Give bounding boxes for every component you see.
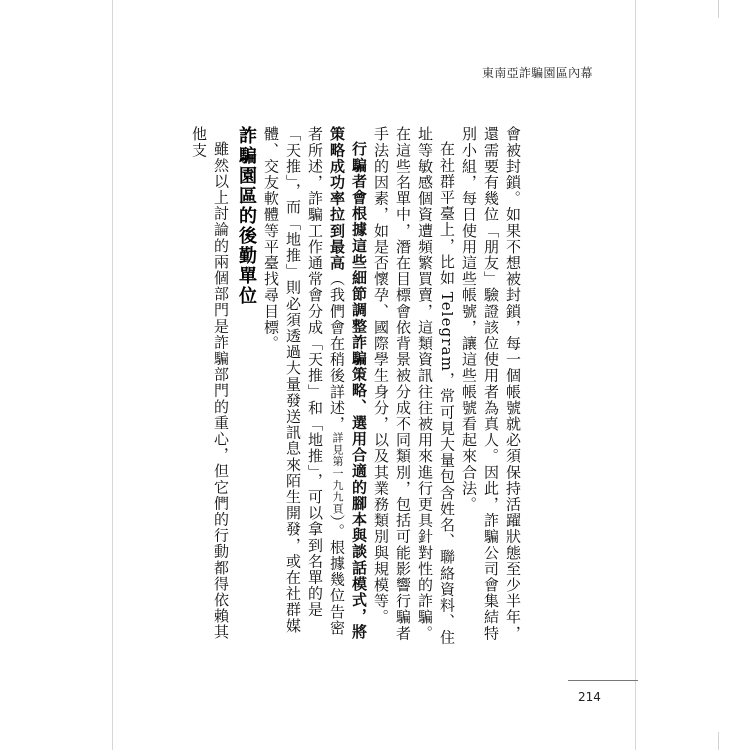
paragraph-3 xyxy=(260,126,370,646)
paragraph-3-bold: 行騙者會根據這些細節調整詐騙策略、選用合適的腳本與談話模式，將策略成功率拉到最高 xyxy=(328,126,368,641)
body-vertical-text xyxy=(188,126,524,646)
section-title: 詐騙園區的後勤單位 xyxy=(236,126,257,306)
page-number: 214 xyxy=(578,690,601,704)
page-number-rule xyxy=(568,680,638,681)
paragraph-1: 會被封鎖。如果不想被封鎖，每一個帳號就必須保持活躍狀態至少半年，還需要有幾位「朋友」驗證該位使用者為真人。因此，詐騙公司會集結特別小組，每日使用這些帳號，讓這些帳號看起來合法。 xyxy=(460,126,522,642)
crop-mark-top xyxy=(718,0,737,18)
running-header: 東南亞詐騙園區內幕 xyxy=(482,66,593,80)
paragraph-3-note: 詳見第一九九頁 xyxy=(331,431,344,515)
paragraph-4: 雖然以上討論的兩個部門是詐騙部門的重心，但它們的行動都得依賴其他支 xyxy=(190,126,230,641)
paragraph-2: 在社群平臺上，比如 Telegram，常可見大量包含姓名、聯絡資料、住址等敏感個資遭頻繁買賣，這類資訊往往被用來進行更具針對性的詐騙。在這些名單中，潛在目標會依背景被分成不同類別，包括可能影響行騙者手法的因素，如是否懷孕、國際學生身分，以及其業務類別與規模等。 xyxy=(372,126,456,646)
paragraph-3-mid: （我們會在稍後詳述， xyxy=(328,270,346,432)
body-text-area xyxy=(188,126,568,646)
crop-mark-bottom xyxy=(718,732,737,750)
paragraph-3-rest: ）。根據幾位告密者所述，詐騙工作通常會分成「天推」和「地推」，可以拿到名單的是「天推」，而「地推」則必須透過大量發送訊息來陌生開發，或在社群媒體、交友軟體等平臺找尋目標。 xyxy=(262,126,346,636)
